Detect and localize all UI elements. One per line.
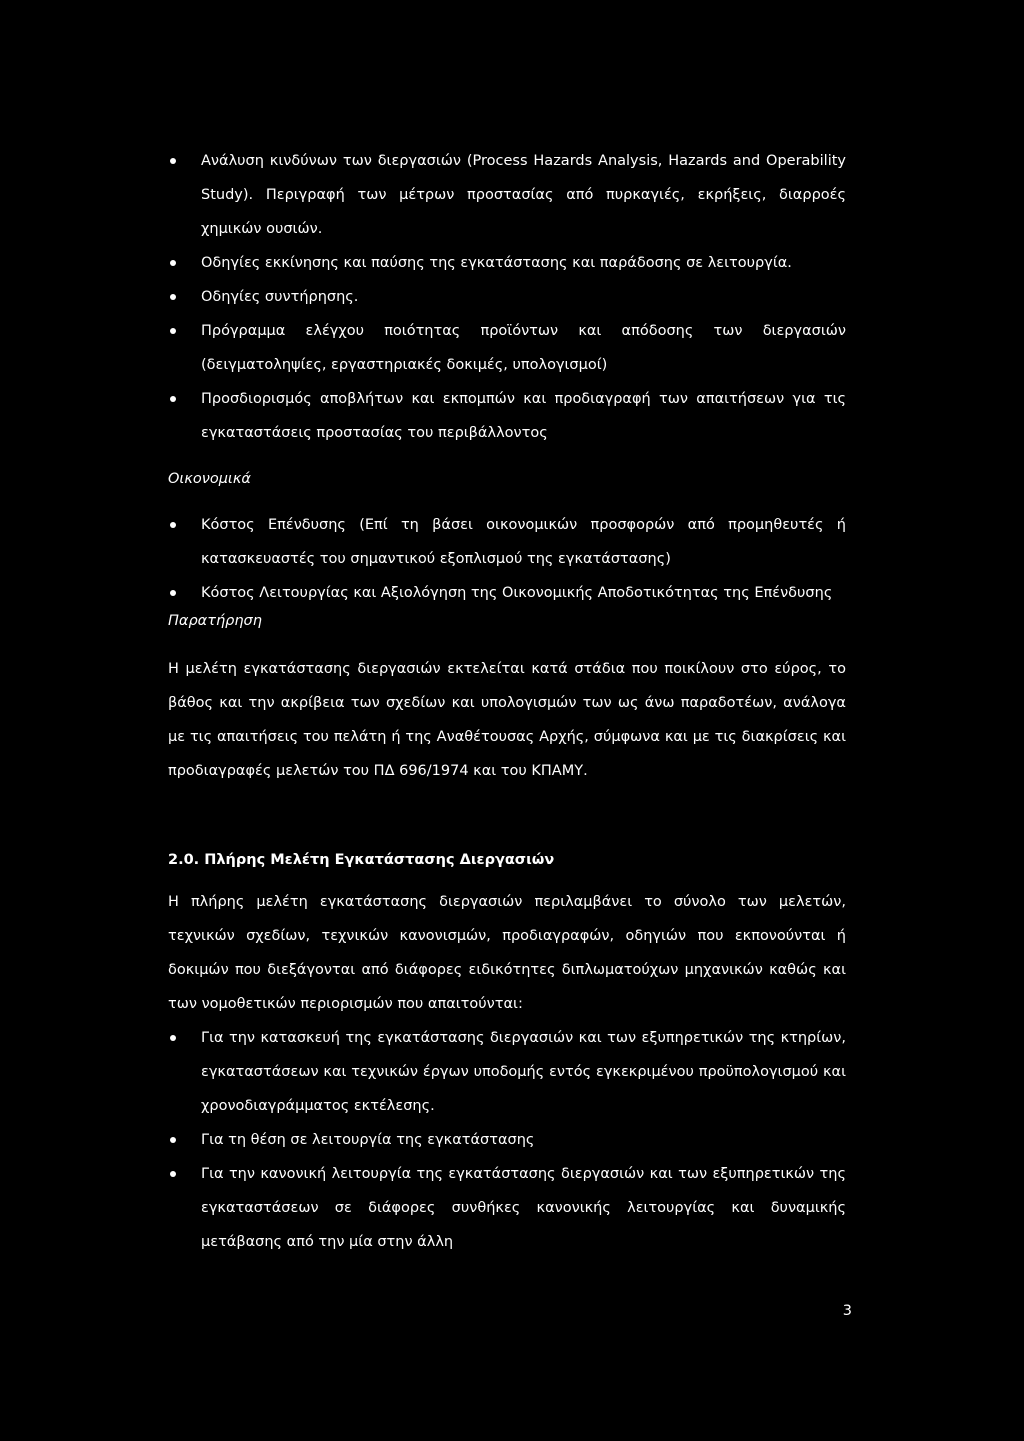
list-item: Προσδιορισμός αποβλήτων και εκπομπών και προδιαγραφή των απαιτήσεων για τις εγκαταστάσεις προστασίας του περιβάλλοντος xyxy=(168,382,846,450)
remark-paragraph: Η μελέτη εγκατάστασης διεργασιών εκτελείται κατά στάδια που ποικίλουν στο εύρος, το βάθος και την ακρίβεια των σχεδίων και υπολογισμών των ως άνω παραδοτέων, ανάλογα με τις απαιτήσεις του πελάτη ή της Αναθέτουσας Αρχής, σύμφωνα και με τις διακρίσεις και προδιαγραφές μελετών του ΠΔ 696/1974 και του ΚΠΑΜΥ. xyxy=(168,661,846,779)
remark-section xyxy=(168,604,846,788)
page-number: 3 xyxy=(842,1303,852,1319)
list-item: Πρόγραμμα ελέγχου ποιότητας προϊόντων και απόδοσης των διεργασιών (δειγματοληψίες, εργαστηριακές δοκιμές, υπολογισμοί) xyxy=(168,314,846,382)
list-item: Κόστος Λειτουργίας και Αξιολόγηση της Οικονομικής Αποδοτικότητας της Επένδυσης xyxy=(168,576,846,610)
economics-list xyxy=(168,508,846,610)
list-item: Ανάλυση κινδύνων των διεργασιών (Process Hazards Analysis, Hazards and Operability Study). Περιγραφή των μέτρων προστασίας από πυρκαγιές, εκρήξεις, διαρροές χημικών ουσιών. xyxy=(168,144,846,246)
list-item: Κόστος Επένδυσης (Επί τη βάσει οικονομικών προσφορών από προμηθευτές ή κατασκευαστές του σημαντικού εξοπλισμού της εγκατάστασης) xyxy=(168,508,846,576)
list-item: Για την κανονική λειτουργία της εγκατάστασης διεργασιών και των εξυπηρετικών της εγκαταστάσεων σε διάφορες συνθήκες κανονικής λειτουργίας και δυναμικής μετάβασης από την μία στην άλλη xyxy=(168,1157,846,1259)
list-item: Οδηγίες εκκίνησης και παύσης της εγκατάστασης και παράδοσης σε λειτουργία. xyxy=(168,246,846,280)
economics-section xyxy=(168,462,846,610)
remark-heading: Παρατήρηση xyxy=(168,613,262,629)
economics-heading: Οικονομικά xyxy=(168,471,251,487)
requirements-list-block xyxy=(168,144,846,450)
list-item: Για την κατασκευή της εγκατάστασης διεργασιών και των εξυπηρετικών της κτηρίων, εγκαταστάσεων και τεχνικών έργων υποδομής εντός εγκεκριμένου προϋπολογισμού και χρονοδιαγράμματος εκτέλεσης. xyxy=(168,1021,846,1123)
section-title: 2.0. Πλήρης Μελέτη Εγκατάστασης Διεργασιών xyxy=(168,852,555,868)
list-item: Οδηγίες συντήρησης. xyxy=(168,280,846,314)
requirements-list xyxy=(168,144,846,450)
section-list xyxy=(168,1021,846,1259)
list-item: Για τη θέση σε λειτουργία της εγκατάστασης xyxy=(168,1123,846,1157)
section-2-0 xyxy=(168,843,846,1259)
section-intro-paragraph: Η πλήρης μελέτη εγκατάστασης διεργασιών περιλαμβάνει το σύνολο των μελετών, τεχνικών σχεδίων, τεχνικών κανονισμών, προδιαγραφών, οδηγιών που εκπονούνται ή δοκιμών που διεξάγονται από διάφορες ειδικότητες διπλωματούχων μηχανικών καθώς και των νομοθετικών περιορισμών που απαιτούνται: xyxy=(168,894,846,1012)
